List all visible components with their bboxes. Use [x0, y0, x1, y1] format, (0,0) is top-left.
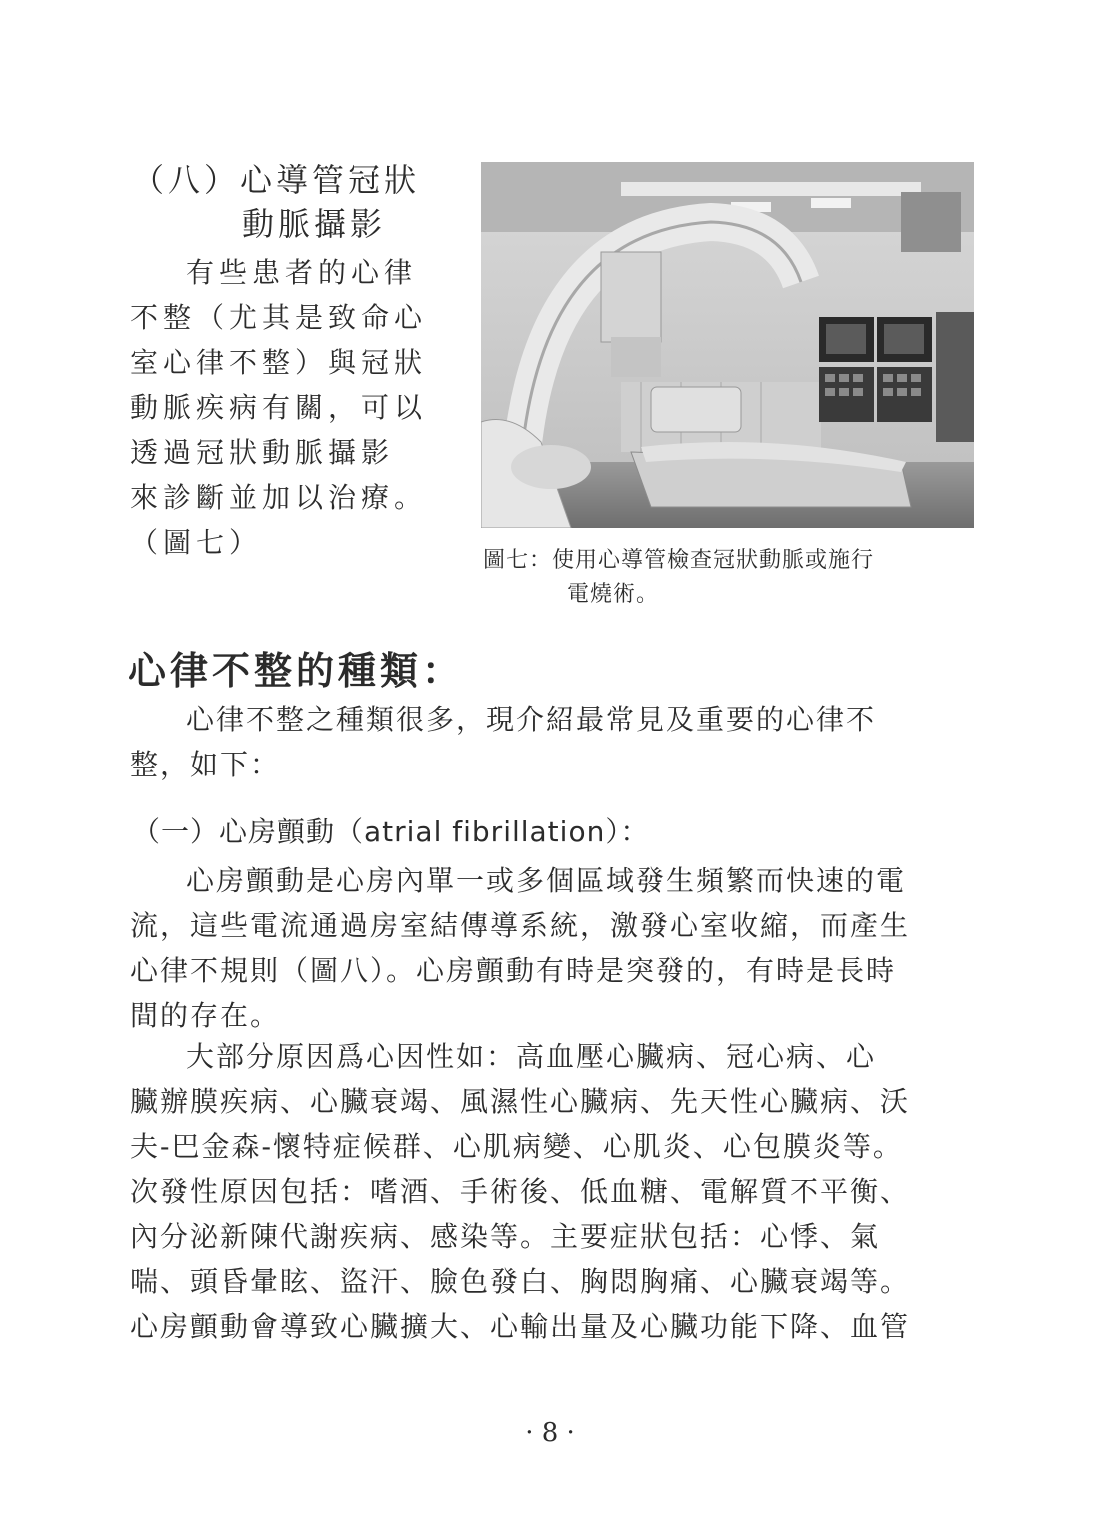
paragraph-line: 心律不規則（圖八）。心房顫動有時是突發的，有時是長時: [130, 954, 897, 987]
paragraph-line: 大部分原因爲心因性如：高血壓心臟病、冠心病、心: [186, 1040, 877, 1073]
afib-paragraph-1: [130, 858, 980, 1038]
paragraph-line: 不整（尤其是致命心: [130, 301, 428, 334]
types-intro-paragraph: [130, 697, 980, 787]
section-8-heading: [132, 158, 420, 246]
catheterization-lab-photo: [481, 162, 974, 528]
paragraph-line: 間的存在。: [130, 999, 281, 1032]
paragraph-line: 心房顫動是心房內單一或多個區域發生頻繁而快速的電: [186, 864, 907, 897]
paragraph-line: 流，這些電流通過房室結傳導系統，激發心室收縮，而產生: [130, 909, 911, 942]
section-8-paragraph: [130, 250, 450, 565]
paragraph-line: 有些患者的心律: [186, 256, 418, 289]
paragraph-line: 內分泌新陳代謝疾病、感染等。主要症狀包括：心悸、氣: [130, 1220, 881, 1253]
arrhythmia-types-title: 心律不整的種類：: [128, 648, 465, 693]
paragraph-line: 臟辦膜疾病、心臟衰竭、風濕性心臟病、先天性心臟病、沃: [130, 1085, 911, 1118]
paragraph-line: 夫-巴金森-懷特症候群、心肌病變、心肌炎、心包膜炎等。: [130, 1130, 903, 1163]
paragraph-line: （圖七）: [130, 526, 263, 559]
figure-7-caption: [483, 544, 983, 612]
section-8-heading-line2: 動脈攝影: [242, 205, 387, 243]
paragraph-line: 喘、頭昏暈眩、盜汗、臉色發白、胸悶胸痛、心臟衰竭等。: [130, 1265, 911, 1298]
paragraph-line: 來診斷並加以治療。: [130, 481, 428, 514]
paragraph-line: 透過冠狀動脈攝影: [130, 436, 395, 469]
afib-heading: （一）心房顫動（atrial fibrillation）：: [132, 815, 650, 848]
caption-line2: 電燒術。: [567, 582, 660, 607]
paragraph-line: 室心律不整）與冠狀: [130, 346, 428, 379]
section-8-heading-line1: （八）心導管冠狀: [132, 161, 421, 199]
paragraph-line: 次發性原因包括：嗜酒、手術後、低血糖、電解質不平衡、: [130, 1175, 911, 1208]
paragraph-line: 心律不整之種類很多，現介紹最常見及重要的心律不: [186, 703, 877, 736]
afib-paragraph-2: [130, 1034, 980, 1349]
paragraph-line: 心房顫動會導致心臟擴大、心輸出量及心臟功能下降、血管: [130, 1310, 911, 1343]
caption-line1: 圖七：使用心導管檢查冠狀動脈或施行: [483, 548, 875, 573]
page-number: · 8 ·: [525, 1418, 575, 1448]
paragraph-line: 動脈疾病有關，可以: [130, 391, 428, 424]
paragraph-line: 整，如下：: [130, 748, 281, 781]
